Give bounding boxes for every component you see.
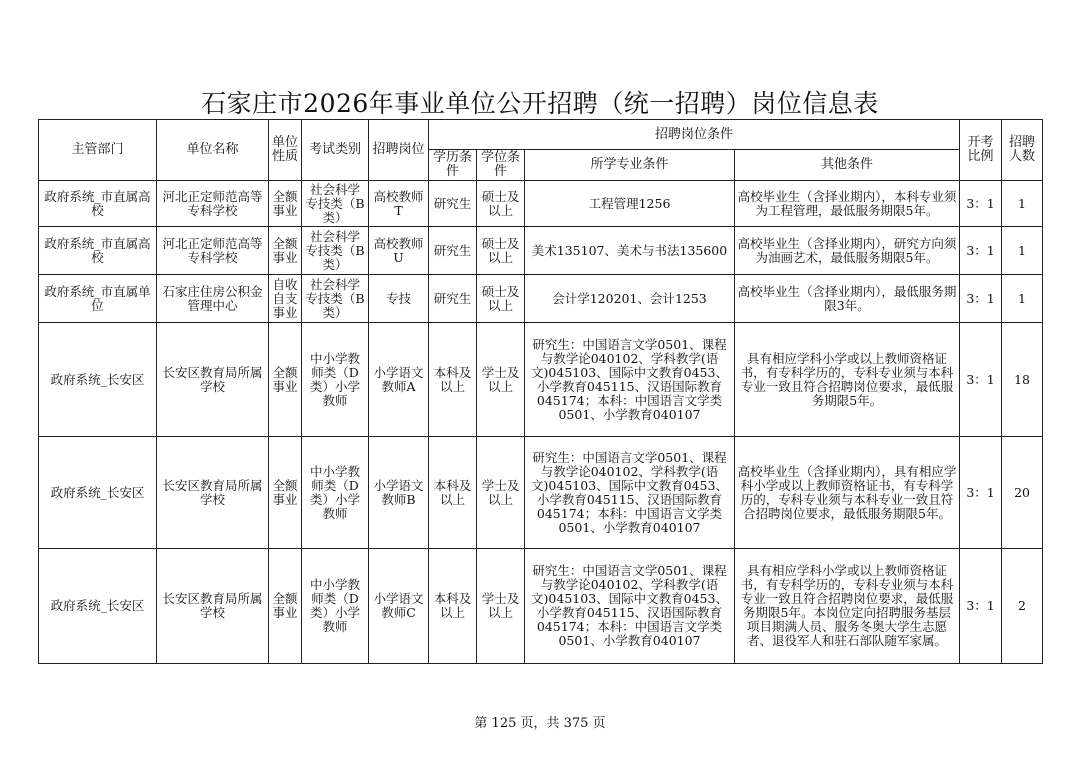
job-table: [38, 119, 1043, 664]
cell-exam: 社会科学专技类（B类）: [302, 181, 369, 227]
cell-ratio: 3：1: [960, 323, 1002, 437]
cell-degree: 学士及以上: [477, 323, 525, 437]
cell-other: 高校毕业生（含择业期内），具有相应学科小学或以上教师资格证书，有专科学历的，专科专业须与本科专业一致且符合招聘岗位要求，最低服务期限5年。: [735, 437, 960, 549]
header-exam: 考试类别: [302, 120, 369, 181]
header-count: 招聘人数: [1002, 120, 1043, 181]
cell-unit: 长安区教育局所属学校: [157, 549, 269, 664]
header-nature: 单位性质: [269, 120, 302, 181]
table-row: [39, 275, 1043, 323]
table-row: [39, 437, 1043, 549]
cell-major: 工程管理1256: [525, 181, 735, 227]
table-row: [39, 227, 1043, 275]
cell-dept: 政府系统_长安区: [39, 323, 157, 437]
cell-ratio: 3：1: [960, 437, 1002, 549]
cell-dept: 政府系统_市直属高校: [39, 227, 157, 275]
cell-nature: 全额事业: [269, 181, 302, 227]
cell-ratio: 3：1: [960, 227, 1002, 275]
cell-post: 小学语文教师C: [369, 549, 429, 664]
cell-unit: 长安区教育局所属学校: [157, 437, 269, 549]
cell-exam: 中小学教师类（D类）小学教师: [302, 437, 369, 549]
cell-major: 研究生：中国语言文学0501、课程与教学论040102、学科教学(语文)045103、国际中文教育0453、小学教育045115、汉语国际教育045174；本科：中国语言文学类0501、小学教育040107: [525, 437, 735, 549]
cell-degree: 硕士及以上: [477, 227, 525, 275]
table-row: [39, 549, 1043, 664]
cell-degree: 硕士及以上: [477, 181, 525, 227]
cell-count: 1: [1002, 227, 1043, 275]
cell-degree: 硕士及以上: [477, 275, 525, 323]
cell-major: 会计学120201、会计1253: [525, 275, 735, 323]
cell-nature: 全额事业: [269, 227, 302, 275]
cell-other: 具有相应学科小学或以上教师资格证书，有专科学历的，专科专业须与本科专业一致且符合招聘岗位要求，最低服务期限5年。本岗位定向招聘服务基层项目期满人员、服务冬奥大学生志愿者、退役军人和驻石部队随军家属。: [735, 549, 960, 664]
cell-count: 18: [1002, 323, 1043, 437]
cell-nature: 全额事业: [269, 437, 302, 549]
cell-degree: 学士及以上: [477, 549, 525, 664]
cell-education: 本科及以上: [429, 323, 477, 437]
cell-post: 小学语文教师A: [369, 323, 429, 437]
cell-post: 高校教师T: [369, 181, 429, 227]
header-dept: 主管部门: [39, 120, 157, 181]
header-degree: 学位条件: [477, 150, 525, 181]
header-conditions: 招聘岗位条件: [429, 120, 960, 150]
cell-major: 美术135107、美术与书法135600: [525, 227, 735, 275]
cell-exam: 中小学教师类（D类）小学教师: [302, 323, 369, 437]
cell-education: 本科及以上: [429, 437, 477, 549]
cell-count: 1: [1002, 181, 1043, 227]
cell-count: 1: [1002, 275, 1043, 323]
cell-education: 研究生: [429, 181, 477, 227]
cell-dept: 政府系统_长安区: [39, 437, 157, 549]
page-footer: 第 125 页，共 375 页: [474, 716, 606, 731]
cell-unit: 河北正定师范高等专科学校: [157, 181, 269, 227]
cell-dept: 政府系统_市直属单位: [39, 275, 157, 323]
cell-ratio: 3：1: [960, 549, 1002, 664]
table-row: [39, 323, 1043, 437]
cell-education: 研究生: [429, 275, 477, 323]
cell-nature: 全额事业: [269, 323, 302, 437]
header-post: 招聘岗位: [369, 120, 429, 181]
cell-exam: 社会科学专技类（B类）: [302, 275, 369, 323]
cell-dept: 政府系统_长安区: [39, 549, 157, 664]
cell-other: 具有相应学科小学或以上教师资格证书，有专科学历的，专科专业须与本科专业一致且符合招聘岗位要求，最低服务期限5年。: [735, 323, 960, 437]
cell-other: 高校毕业生（含择业期内），研究方向须为油画艺术，最低服务期限5年。: [735, 227, 960, 275]
cell-dept: 政府系统_市直属高校: [39, 181, 157, 227]
cell-ratio: 3：1: [960, 181, 1002, 227]
cell-degree: 学士及以上: [477, 437, 525, 549]
cell-exam: 中小学教师类（D类）小学教师: [302, 549, 369, 664]
cell-unit: 石家庄住房公积金管理中心: [157, 275, 269, 323]
header-unit: 单位名称: [157, 120, 269, 181]
cell-education: 本科及以上: [429, 549, 477, 664]
cell-post: 专技: [369, 275, 429, 323]
page-title: 石家庄市2026年事业单位公开招聘（统一招聘）岗位信息表: [201, 89, 879, 118]
header-major: 所学专业条件: [525, 150, 735, 181]
table-row: [39, 181, 1043, 227]
cell-exam: 社会科学专技类（B类）: [302, 227, 369, 275]
cell-post: 小学语文教师B: [369, 437, 429, 549]
cell-major: 研究生：中国语言文学0501、课程与教学论040102、学科教学(语文)045103、国际中文教育0453、小学教育045115、汉语国际教育045174；本科：中国语言文学类0501、小学教育040107: [525, 549, 735, 664]
cell-ratio: 3：1: [960, 275, 1002, 323]
cell-other: 高校毕业生（含择业期内），本科专业须为工程管理，最低服务期限5年。: [735, 181, 960, 227]
cell-count: 2: [1002, 549, 1043, 664]
cell-nature: 全额事业: [269, 549, 302, 664]
cell-nature: 自收自支事业: [269, 275, 302, 323]
cell-post: 高校教师U: [369, 227, 429, 275]
cell-education: 研究生: [429, 227, 477, 275]
cell-unit: 河北正定师范高等专科学校: [157, 227, 269, 275]
header-ratio: 开考比例: [960, 120, 1002, 181]
header-education: 学历条件: [429, 150, 477, 181]
cell-major: 研究生：中国语言文学0501、课程与教学论040102、学科教学(语文)045103、国际中文教育0453、小学教育045115、汉语国际教育045174；本科：中国语言文学类0501、小学教育040107: [525, 323, 735, 437]
cell-count: 20: [1002, 437, 1043, 549]
cell-other: 高校毕业生（含择业期内），最低服务期限3年。: [735, 275, 960, 323]
header-other: 其他条件: [735, 150, 960, 181]
cell-unit: 长安区教育局所属学校: [157, 323, 269, 437]
